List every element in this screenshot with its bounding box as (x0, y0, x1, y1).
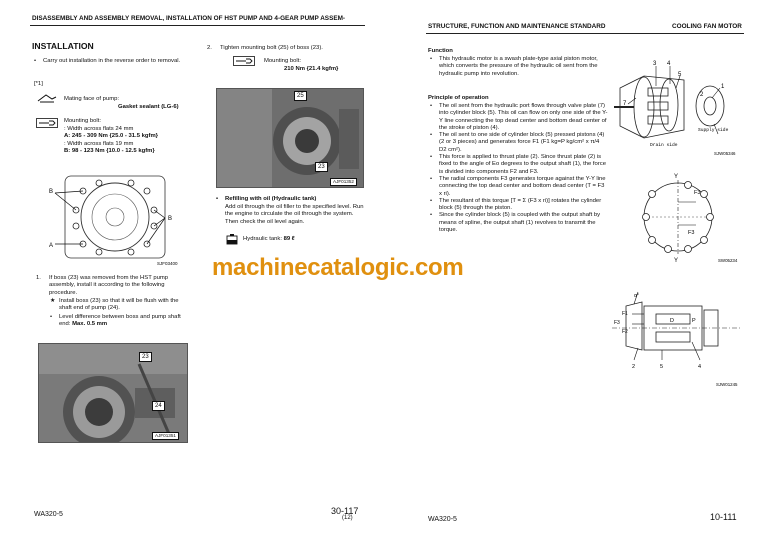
refill-title: Refilling with oil (Hydraulic tank) (225, 196, 317, 202)
refill-text: Add oil through the oil filler to the specified level. Run the engine to circulate the oil through the system. Then check the oil level again. (225, 204, 364, 225)
gasket-sealant-icon (37, 93, 57, 104)
principle-item-2: • The oil sent to one side of cylinder block (5) pressed pistons (4) (2 or 3 pieces) and generates force F1 (F1 kg=P kg/cm² x π/4 D2 cm²). (430, 132, 608, 154)
figA-label-1: 1 (721, 84, 725, 90)
across-flats-24: : Width across flats 24 mm (64, 126, 134, 132)
step2-text: Tighten mounting bolt (25) of boss (23). (220, 45, 323, 51)
fig2-label-23: 23 (139, 352, 152, 362)
figA-label-7: 7 (623, 101, 627, 107)
step2-torque-label: Mounting bolt: (264, 58, 302, 64)
reference-mark: [*1] (34, 81, 43, 87)
figB-label-y-bot: Y (674, 258, 679, 264)
fig1-label-a: A (49, 243, 54, 249)
figA-label-3: 3 (653, 61, 657, 67)
principle-item-4: • The radial components F3 generates torque against the Y-Y line connecting the top dead center and bottom dead center (T = F3 x ri). (430, 176, 608, 198)
figC-label-p: P (692, 318, 696, 324)
fig3-code: AJF01352 (330, 178, 357, 186)
fig2-label-24: 24 (152, 401, 165, 411)
function-text: • This hydraulic motor is a swash plate-type axial piston motor, which converts the pressure of the hydraulic oil sent from the hydraulic pump into revolution. (430, 56, 608, 78)
left-header-rule (30, 25, 365, 26)
motor-cutaway-figure (614, 58, 746, 160)
torque-b: B: 98 - 123 Nm {10.0 - 12.5 kgfm} (64, 148, 155, 154)
tank-label: Hydraulic tank: (243, 236, 282, 242)
figC-label-f1: F1 (622, 311, 628, 317)
principle-item-1: • The oil sent from the hydraulic port flows through valve plate (7) into cylinder block (5). This oil can flow on only one side of the Y-Y line connecting the top dead center and bottom dead center of the stroke of piston (4). (430, 103, 608, 132)
right-header-right: COOLING FAN MOTOR (672, 23, 742, 30)
tank-value: 89 ℓ (283, 236, 295, 242)
figA-code: SJW05346 (714, 151, 736, 156)
boss-pump-photo (38, 343, 188, 443)
figA-label-4: 4 (667, 61, 671, 67)
figC-angle: α° (634, 293, 639, 299)
boss-bolt-photo-art (217, 89, 364, 188)
wrench-icon-step2 (233, 56, 255, 66)
right-footer-model: WA320-5 (428, 516, 457, 523)
star-text: Install boss (23) so that it will be flush with the shaft end of pump (24). (59, 298, 179, 312)
across-flats-19: : Width across flats 19 mm (64, 141, 134, 147)
principle-item-6: • Since the cylinder block (5) is coupled with the output shaft by means of spline, the output shaft (1) revolves to transmit the torque. (430, 212, 608, 234)
figB-code: SW05234 (718, 258, 738, 263)
bullet-icon: • (50, 314, 53, 320)
figC-label-f2: F2 (622, 329, 628, 335)
level-value: Max. 0.5 mm (72, 321, 108, 328)
figC-label-d: D (670, 318, 674, 324)
carry-out-list (34, 58, 184, 65)
figC-label-f3: F3 (614, 320, 620, 326)
figA-label-5: 5 (678, 72, 682, 78)
watermark-text: machinecatalogic.com (212, 254, 464, 281)
wrench-icon (36, 118, 58, 128)
mating-face-label: Mating face of pump: (64, 96, 120, 102)
figA-drain-side: Drain side (650, 143, 678, 148)
bolt-pattern-figure (37, 162, 188, 268)
figC-label-2: 2 (632, 364, 636, 370)
function-list (430, 56, 608, 78)
step1-number: 1. (36, 275, 41, 281)
refill-bullet: • (216, 196, 219, 202)
fig1-label-b-top: B (49, 189, 54, 195)
left-footer-page: 30-117 (331, 506, 359, 516)
force-section-figure (612, 288, 746, 392)
yy-line-figure (614, 172, 746, 264)
figC-label-4: 4 (698, 364, 702, 370)
star-icon: ★ (50, 298, 56, 304)
figC-code: SJW01245 (716, 382, 738, 387)
torque-a: A: 245 - 309 Nm {25.0 - 31.5 kgfm} (64, 133, 158, 139)
fig1-label-b-right: B (168, 216, 173, 222)
figC-label-5: 5 (660, 364, 664, 370)
principle-title: Principle of operation (428, 95, 489, 101)
principle-list (430, 103, 608, 234)
hydraulic-tank-icon (226, 233, 238, 245)
fig3-label-23: 23 (315, 162, 328, 172)
tank-text (243, 236, 295, 243)
figB-label-y-top: Y (674, 174, 679, 180)
principle-item-5: • The resultant of this torque [T = Σ (F3 x ri)] rotates the cylinder block (5) through the piston. (430, 198, 608, 213)
left-page-header: DISASSEMBLY AND ASSEMBLY REMOVAL, INSTALLATION OF HST PUMP AND 4-GEAR PUMP ASSEM- (32, 15, 346, 22)
step2-torque-value: 210 Nm {21.4 kgfm} (284, 66, 339, 72)
fig1-code: SJF03400 (157, 261, 178, 266)
figB-label-f3: F3 (694, 190, 701, 196)
left-footer-sub: (12) (342, 515, 353, 521)
level-text (59, 314, 189, 329)
right-header-left: STRUCTURE, FUNCTION AND MAINTENANCE STANDARD (428, 23, 606, 30)
level-label: Level difference between boss and pump shaft end: (59, 314, 181, 328)
figB-label-f3b: F3 (688, 230, 695, 236)
boss-bolt-photo (216, 88, 364, 188)
fig2-code: AJF01351 (152, 432, 179, 440)
figA-supply-side: Supply side (698, 128, 729, 133)
mounting-bolt-label: Mounting bolt: (64, 118, 102, 124)
principle-item-3: • This force is applied to thrust plate (2). Since thrust plate (2) is fixed to the angle of Eo degrees to the output shaft (1), the force is divided into components F2 and F3. (430, 154, 608, 176)
step2-number: 2. (207, 45, 212, 51)
mating-face-value: Gasket sealant (LG-6) (118, 104, 179, 110)
function-title: Function (428, 48, 453, 54)
left-footer-model: WA320-5 (34, 511, 63, 518)
step1-text: If boss (23) was removed from the HST pump assembly, install it according to the following procedure. (49, 275, 169, 296)
right-footer-page: 10-111 (710, 512, 737, 522)
carry-out-item: • Carry out installation in the reverse order to removal. (34, 58, 184, 65)
fig3-label-25: 25 (294, 91, 307, 101)
right-header-rule (426, 33, 744, 34)
boss-pump-photo-art (39, 344, 188, 443)
figA-label-2: 2 (700, 92, 704, 98)
installation-title: INSTALLATION (32, 41, 94, 51)
